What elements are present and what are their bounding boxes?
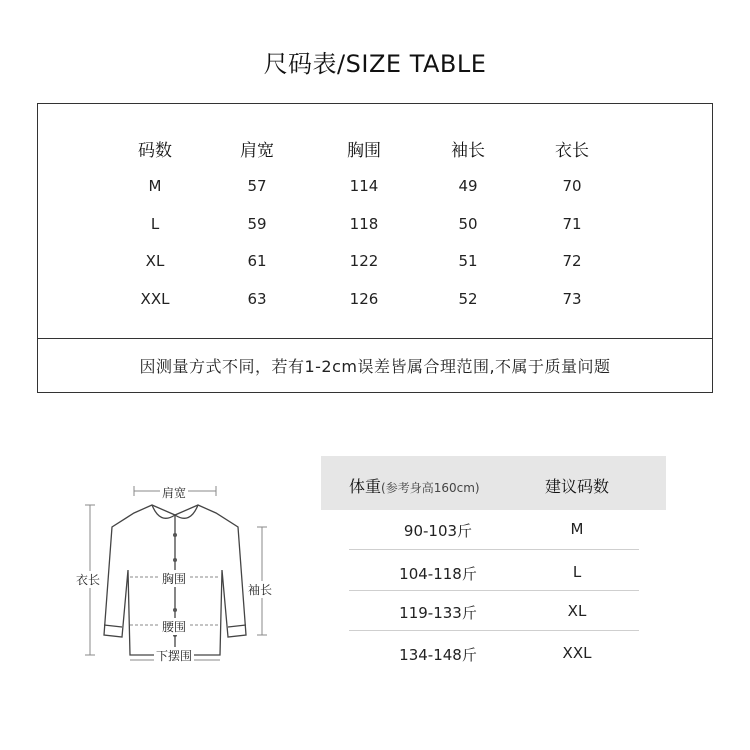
diagram-label-chest: 胸围: [162, 572, 187, 586]
size-table: [37, 103, 713, 393]
garment-diagram: [70, 475, 280, 670]
table-cell: 52: [458, 290, 478, 308]
weight-range: 134-148斤: [399, 646, 477, 664]
weight-header-label: 体重: [349, 477, 382, 496]
weight-table-header: [321, 456, 666, 510]
table-cell: M: [148, 177, 162, 195]
table-cell: 73: [562, 290, 582, 308]
table-cell: 51: [458, 252, 478, 270]
suggested-size-header: 建议码数: [544, 477, 610, 496]
size-header-shoulder: 肩宽: [240, 141, 274, 161]
table-cell: 59: [247, 215, 267, 233]
size-header-chest: 胸围: [347, 141, 381, 161]
weight-header-note: (参考身高160cm): [381, 481, 480, 495]
table-cell: L: [150, 215, 160, 233]
table-cell: 70: [562, 177, 582, 195]
diagram-label-length: 衣长: [76, 573, 101, 587]
weight-size-table: [321, 456, 666, 669]
table-cell: 49: [458, 177, 478, 195]
suggested-size: XL: [567, 602, 587, 620]
suggested-size: M: [570, 520, 584, 538]
table-cell: 57: [247, 177, 267, 195]
table-cell: 71: [562, 215, 582, 233]
table-divider: [38, 338, 712, 339]
measurement-note: 因测量方式不同，若有1-2cm误差皆属合理范围,不属于质量问题: [139, 357, 611, 376]
weight-range: 104-118斤: [399, 565, 477, 583]
weight-range: 119-133斤: [399, 604, 477, 622]
table-cell: 61: [247, 252, 267, 270]
diagram-label-sleeve: 袖长: [248, 583, 273, 597]
table-cell: 126: [349, 290, 379, 308]
table-cell: 118: [349, 215, 379, 233]
table-cell: XL: [145, 252, 165, 270]
diagram-label-waist: 腰围: [162, 620, 187, 634]
diagram-label-hem: 下摆围: [156, 649, 193, 663]
table-cell: 114: [349, 177, 379, 195]
diagram-label-shoulder: 肩宽: [162, 486, 187, 500]
weight-header: [349, 474, 480, 497]
size-header-size: 码数: [138, 141, 172, 161]
row-divider: [349, 590, 639, 591]
table-cell: 122: [349, 252, 379, 270]
table-cell: 63: [247, 290, 267, 308]
table-cell: 50: [458, 215, 478, 233]
weight-range: 90-103斤: [403, 522, 473, 540]
suggested-size: L: [572, 563, 582, 581]
size-header-sleeve: 袖长: [451, 141, 485, 161]
row-divider: [349, 630, 639, 631]
row-divider: [349, 549, 639, 550]
table-cell: 72: [562, 252, 582, 270]
suggested-size: XXL: [562, 644, 592, 662]
table-cell: XXL: [140, 290, 170, 308]
page-title: 尺码表/SIZE TABLE: [263, 50, 487, 78]
size-header-length: 衣长: [555, 141, 589, 161]
